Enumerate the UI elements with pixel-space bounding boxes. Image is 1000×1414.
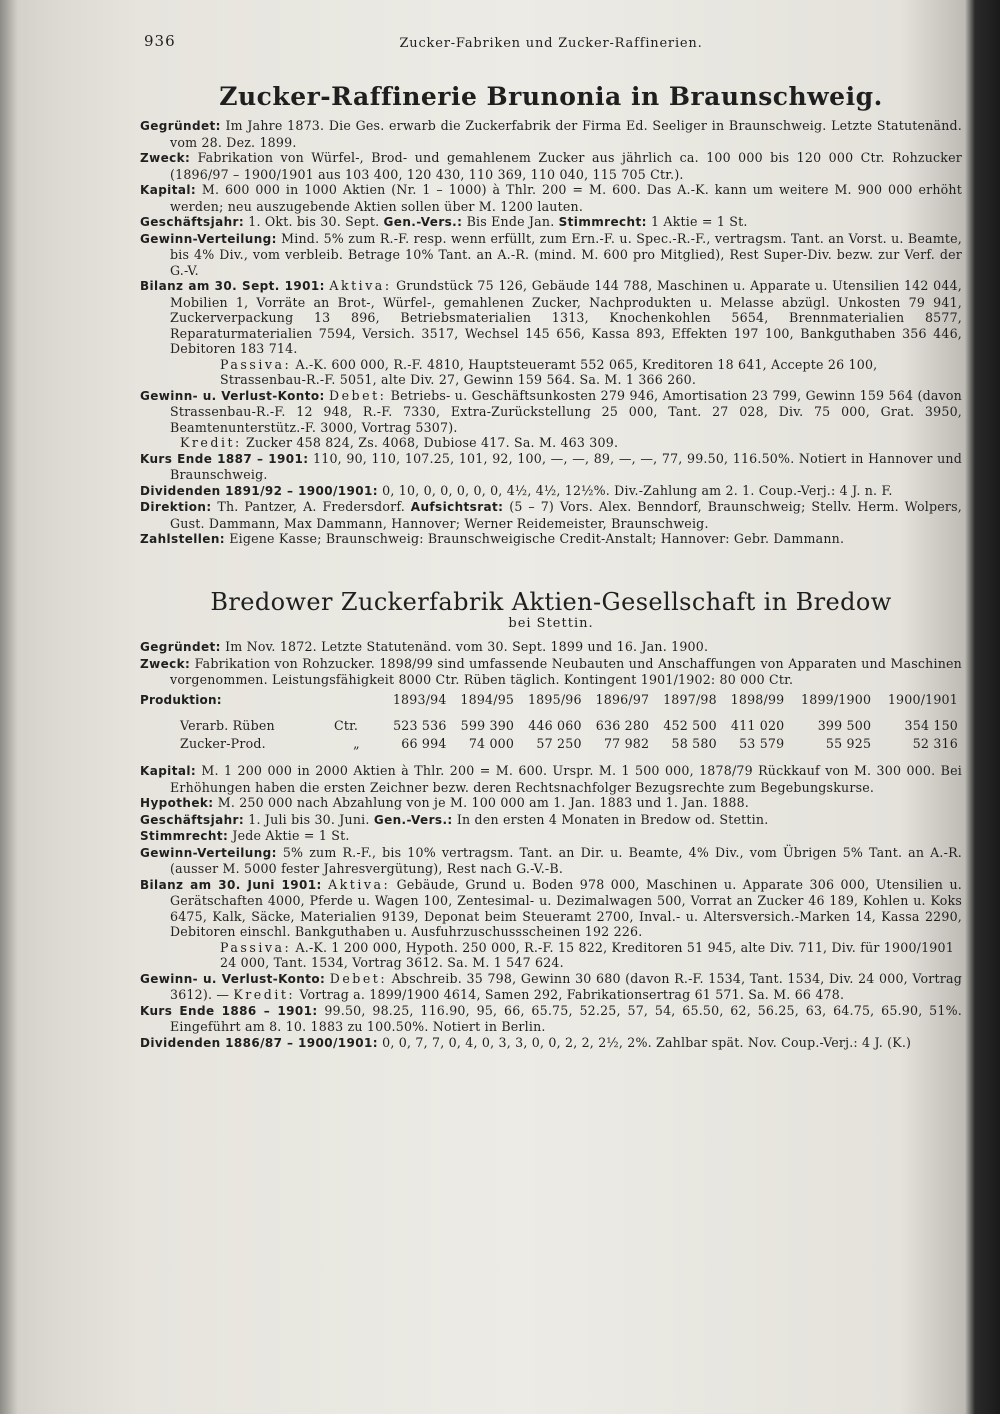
- c1-aktiva-label: Aktiva:: [329, 278, 392, 293]
- c1-kapital-text: M. 600 000 in 1000 Aktien (Nr. 1 – 1000) à Thlr. 200 = M. 600. Das A.-K. kann um weitere M. 900 000 erhöht werden; neu auszugebende Aktien sollen über M. 1200 lauten.: [170, 182, 962, 214]
- c2-aktiva-text: Gebäude, Grund u. Boden 978 000, Maschinen u. Apparate 306 000, Utensilien u. Gerätschaften 4000, Pferde u. Wagen 100, Zentesimal- u. Dezimalwagen 500, Vorrat an Zucker 46 189, Kohlen u. Koks 6475, Kalk, Säcke, Materialien 9139, Deponat beim Steueramt 2700, Inval.- u. Altersversich.-Marken 14, Kassa 2290, Debitoren einschl. Bankguthaben u. Ausfuhrzuschussscheinen 192 226.: [170, 876, 962, 939]
- production-cell: 636 280: [595, 718, 650, 733]
- c1-zahlstellen: [140, 531, 962, 548]
- c2-stimmrecht: [140, 828, 962, 845]
- production-label: Produktion:: [140, 692, 222, 707]
- c1-kurs-text: 110, 90, 110, 107.25, 101, 92, 100, —, —, 89, —, —, 77, 99.50, 116.50%. Notiert in Hannover und Braunschweig.: [170, 450, 962, 482]
- c2-zweck-label: Zweck:: [140, 656, 191, 671]
- c2-dividenden: [140, 1035, 962, 1052]
- production-cell: 55 925: [825, 735, 872, 751]
- c2-geschaeftsjahr-text: 1. Juli bis 30. Juni.: [248, 811, 370, 827]
- c2-debet-label: Debet:: [329, 970, 388, 986]
- c1-zahlstellen-text: Eigene Kasse; Braunschweig: Braunschweigische Credit-Anstalt; Hannover: Gebr. Dammann.: [229, 531, 845, 546]
- c1-aufsichtsrat-label: Aufsichtsrat:: [410, 500, 504, 514]
- running-title: Zucker-Fabriken und Zucker-Raffinerien.: [399, 36, 703, 51]
- production-cell: 452 500: [663, 718, 717, 733]
- c2-kapital-text: M. 1 200 000 in 2000 Aktien à Thlr. 200 = M. 600. Urspr. M. 1 500 000, 1878/79 Rückkauf von M. 300 000. Bei Erhöhungen haben die ersten Zeichner bezw. deren Rechtsnachfolger Bezugsrechte zum Begebungskurse.: [170, 763, 962, 795]
- production-cell: 354 150: [904, 718, 958, 733]
- page-header: [140, 34, 962, 60]
- c1-aktiva-text: Grundstück 75 126, Gebäude 144 788, Maschinen u. Apparate u. Utensilien 142 044, Mobilien 1, Vorräte an Brot-, Würfel-, gemahlenen Zucker, Nachprodukten u. Melasse abzügl. Unkosten 79 941, Zuckerverpackung 13 896, Betriebsmaterialien 1313, Knochenkohlen 5654, Brennmaterialien 8577, Reparaturmaterialien 7594, Versich. 3517, Wechsel 145 656, Kassa 893, Effekten 197 100, Bankguthaben 356 446, Debitoren 183 714.: [170, 278, 962, 356]
- c1-passiva-label: Passiva:: [220, 356, 292, 372]
- c1-direktion: [140, 499, 962, 531]
- c1-geschaeftsjahr-text: 1. Okt. bis 30. Sept.: [248, 214, 380, 229]
- c1-gewinnverteilung: [140, 231, 962, 279]
- c1-debet-text: Betriebs- u. Geschäftsunkosten 279 946, Amortisation 23 799, Gewinn 159 564 (davon Strassenbau-R.-F. 12 948, R.-F. 7330, Extra-Zurückstellung 25 000, Tant. 27 028, Div. 75 000, Grat. 3950, Beamtenunterstütz.-F. 3000, Vortrag 5307).: [170, 387, 962, 435]
- c2-geschaeftsjahr: [140, 812, 962, 829]
- c1-bilanz: [140, 278, 962, 357]
- c2-kapital: [140, 763, 962, 795]
- c1-bilanz-label: Bilanz am 30. Sept. 1901:: [140, 279, 325, 293]
- c1-kurs-label: Kurs Ende 1887 – 1901:: [140, 451, 309, 466]
- c1-kurs: [140, 451, 962, 483]
- production-header-row: [140, 692, 962, 711]
- production-row-unit: Ctr.: [334, 718, 359, 733]
- c2-bilanz: [140, 877, 962, 940]
- c2-hypothek-label: Hypothek:: [140, 796, 214, 810]
- page-number: 936: [144, 32, 176, 50]
- production-cell: 66 994: [401, 735, 447, 751]
- production-cell: 446 060: [528, 718, 582, 733]
- c1-kredit-label: Kredit:: [180, 435, 242, 450]
- c1-kapital-label: Kapital:: [140, 183, 197, 197]
- c1-gewinnverteilung-text: Mind. 5% zum R.-F. resp. wenn erfüllt, zum Ern.-F. u. Spec.-R.-F., vertragsm. Tant. an Vorst. u. Beamte, bis 4% Div., vom verbleib. Betrage 10% Tant. an A.-R. (mind. M. 600 pro Mitglied), Rest Super-Div. bezw. zur Verf. der G.-V.: [170, 230, 962, 278]
- c2-kredit-label: Kredit:: [233, 987, 296, 1002]
- production-cell: 74 000: [468, 735, 515, 751]
- company1-title: Zucker-Raffinerie Brunonia in Braunschweig.: [219, 82, 883, 111]
- c2-zweck: [140, 656, 962, 688]
- production-year: 1894/95: [460, 692, 515, 707]
- c2-genvers-text: In den ersten 4 Monaten in Bredow od. Stettin.: [456, 811, 769, 827]
- c1-geschaeftsjahr-label: Geschäftsjahr:: [140, 215, 245, 229]
- production-year: 1899/1900: [801, 692, 872, 707]
- c1-zweck: [140, 150, 962, 182]
- c2-kapital-label: Kapital:: [140, 764, 197, 778]
- c2-hypothek-text: M. 250 000 nach Abzahlung von je M. 100 000 am 1. Jan. 1883 und 1. Jan. 1888.: [217, 795, 750, 810]
- c2-gegruendet-text: Im Nov. 1872. Letzte Statutenänd. vom 30. Sept. 1899 und 16. Jan. 1900.: [225, 639, 709, 654]
- c2-stimmrecht-text: Jede Aktie = 1 St.: [232, 828, 350, 843]
- c2-gegruendet-label: Gegründet:: [140, 640, 221, 654]
- c2-gewinnverteilung-label: Gewinn-Verteilung:: [140, 845, 277, 860]
- c1-direktion-label: Direktion:: [140, 500, 212, 514]
- production-row-label: Verarb. Rüben: [180, 718, 275, 733]
- c2-guv: Gewinn- u. Verlust-Konto: Debet: Abschreib. 35 798, Gewinn 30 680 (davon R.-F. 1534, Tant. 1534, Div. 24 000, Vortrag 3612). — Kredit: Vortrag a. 1899/1900 4614, Samen 292, Fabrikationsertrag 61 571. Sa. M. 66 478.: [140, 970, 962, 1002]
- c1-dividenden-label: Dividenden 1891/92 – 1900/1901:: [140, 483, 378, 498]
- production-row-unit: „: [353, 735, 360, 751]
- c2-kurs: [140, 1003, 962, 1035]
- c1-guv-label: Gewinn- u. Verlust-Konto:: [140, 388, 325, 403]
- c2-stimmrecht-label: Stimmrecht:: [140, 829, 229, 843]
- c1-kapital: [140, 182, 962, 214]
- production-row: [140, 718, 962, 736]
- c2-passiva-text: A.-K. 1 200 000, Hypoth. 250 000, R.-F. 15 822, Kreditoren 51 945, alte Div. 711, Div. für 1900/1901 24 000, Tant. 1534, Vortrag 3612. Sa. M. 1 547 624.: [220, 939, 954, 970]
- c1-gewinnverteilung-label: Gewinn-Verteilung:: [140, 231, 277, 246]
- production-cell: 599 390: [460, 718, 515, 733]
- c2-dividenden-label: Dividenden 1886/87 – 1900/1901:: [140, 1035, 378, 1050]
- c1-passiva: [140, 357, 962, 388]
- c1-genvers-label: Gen.-Vers.:: [383, 215, 463, 229]
- production-cell: 53 579: [739, 735, 785, 751]
- c2-dividenden-text: 0, 0, 7, 7, 0, 4, 0, 3, 3, 0, 0, 2, 2, 2½, 2%. Zahlbar spät. Nov. Coup.-Verj.: 4 J. (K.): [382, 1034, 912, 1050]
- c1-gegruendet: [140, 118, 962, 150]
- production-cell: 52 316: [912, 735, 958, 751]
- production-cell: 399 500: [817, 718, 872, 733]
- book-gutter-shadow: [0, 0, 18, 1414]
- c1-dividenden: [140, 483, 962, 500]
- company2-subtitle: bei Stettin.: [508, 615, 594, 631]
- production-year: 1893/94: [392, 692, 447, 707]
- c1-kredit-text: Zucker 458 824, Zs. 4068, Dubiose 417. Sa. M. 463 309.: [246, 435, 619, 450]
- c1-zweck-text: Fabrikation von Würfel-, Brod- und gemahlenem Zucker aus jährlich ca. 100 000 bis 120 000 Ctr. Rohzucker (1896/97 – 1900/1901 aus 103 400, 120 430, 110 369, 110 040, 115 705 Ctr.).: [170, 150, 962, 182]
- c2-gewinnverteilung-text: 5% zum R.-F., bis 10% vertragsm. Tant. an Dir. u. Beamte, 4% Div., vom Übrigen 5% Tant. an A.-R. (ausser M. 5000 fester Jahresvergütung), Rest nach G.-V.-B.: [170, 844, 962, 876]
- c1-aufsichtsrat-text: (5 – 7) Vors. Alex. Benndorf, Braunschweig; Stellv. Herm. Wolpers, Gust. Dammann, Max Dammann, Hannover; Werner Reidemeister, Braunschweig.: [170, 499, 962, 531]
- c2-bilanz-label: Bilanz am 30. Juni 1901:: [140, 877, 322, 892]
- c2-guv-label: Gewinn- u. Verlust-Konto:: [140, 971, 326, 986]
- c2-geschaeftsjahr-label: Geschäftsjahr:: [140, 812, 245, 827]
- c1-guv: [140, 388, 962, 436]
- production-year: 1895/96: [527, 692, 582, 707]
- production-year: 1897/98: [663, 692, 717, 707]
- c2-passiva-label: Passiva:: [220, 939, 292, 955]
- c2-kurs-text: 99.50, 98.25, 116.90, 95, 66, 65.75, 52.25, 57, 54, 65.50, 62, 56.25, 63, 64.75, 65.90, 51%. Eingeführt am 8. 10. 1883 zu 100.50%. Notiert in Berlin.: [170, 1002, 962, 1034]
- production-cell: 57 250: [536, 735, 582, 751]
- c2-hypothek: [140, 795, 962, 812]
- production-cell: 523 536: [393, 718, 447, 733]
- company2-title: Bredower Zuckerfabrik Aktien-Gesellschaft in Bredow: [210, 587, 892, 616]
- c2-gegruendet: [140, 639, 962, 656]
- production-year: 1896/97: [595, 692, 650, 707]
- c1-debet-label: Debet:: [329, 387, 387, 403]
- c2-aktiva-label: Aktiva:: [328, 876, 391, 892]
- c1-direktion-text: Th. Pantzer, A. Fredersdorf.: [217, 499, 405, 514]
- c2-genvers-label: Gen.-Vers.:: [373, 812, 453, 827]
- c2-gewinnverteilung: [140, 845, 962, 877]
- c2-kredit-text: Vortrag a. 1899/1900 4614, Samen 292, Fabrikationsertrag 61 571. Sa. M. 66 478.: [299, 987, 845, 1002]
- c1-geschaeftsjahr: [140, 214, 962, 231]
- c1-gegruendet-label: Gegründet:: [140, 119, 221, 133]
- c2-passiva: [140, 940, 962, 971]
- production-row: [140, 736, 962, 754]
- c2-debet-text: Abschreib. 35 798, Gewinn 30 680 (davon R.-F. 1534, Tant. 1534, Div. 24 000, Vortrag 3612).: [170, 970, 962, 1002]
- c1-zahlstellen-label: Zahlstellen:: [140, 532, 225, 546]
- production-row-label: Zucker-Prod.: [180, 735, 266, 751]
- page-content: [140, 34, 962, 1051]
- c1-stimmrecht-text: 1 Aktie = 1 St.: [651, 214, 748, 229]
- c1-dividenden-text: 0, 10, 0, 0, 0, 0, 0, 4½, 4½, 12½%. Div.-Zahlung am 2. 1. Coup.-Verj.: 4 J. n. F.: [382, 482, 893, 498]
- c2-zweck-text: Fabrikation von Rohzucker. 1898/99 sind umfassende Neubauten und Anschaffungen von Apparaten und Maschinen vorgenommen. Leistungsfähigkeit 8000 Ctr. Rüben täglich. Kontingent 1901/1902: 80 000 Ctr.: [170, 655, 962, 687]
- production-table: [140, 692, 962, 754]
- c1-genvers-text: Bis Ende Jan.: [466, 214, 555, 229]
- production-cell: 411 020: [730, 718, 785, 733]
- production-cell: 58 580: [671, 735, 717, 751]
- c1-zweck-label: Zweck:: [140, 151, 191, 165]
- production-year: 1898/99: [730, 692, 785, 707]
- c2-kurs-label: Kurs Ende 1886 – 1901:: [140, 1003, 318, 1018]
- production-cell: 77 982: [603, 735, 650, 751]
- production-year: 1900/1901: [887, 692, 958, 707]
- c1-gegruendet-text: Im Jahre 1873. Die Ges. erwarb die Zuckerfabrik der Firma Ed. Seeliger in Braunschweig. Letzte Statutenänd. vom 28. Dez. 1899.: [170, 118, 962, 150]
- c1-passiva-text: A.-K. 600 000, R.-F. 4810, Hauptsteueramt 552 065, Kreditoren 18 641, Accepte 26 100, Strassenbau-R.-F. 5051, alte Div. 27, Gewinn 159 564. Sa. M. 1 366 260.: [220, 356, 878, 387]
- c1-kredit: [140, 435, 962, 451]
- c1-stimmrecht-label: Stimmrecht:: [558, 215, 647, 229]
